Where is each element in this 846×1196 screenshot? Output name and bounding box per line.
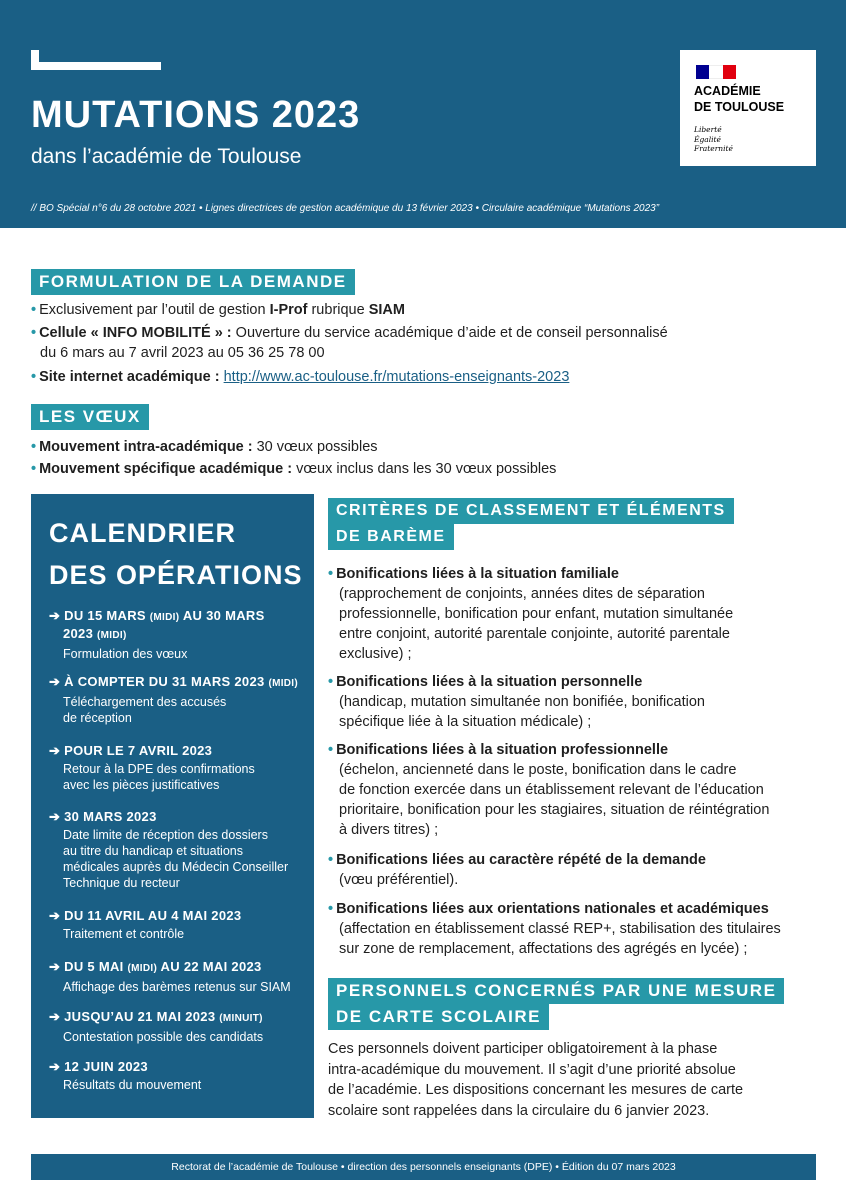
calendar-item: ➔ 30 MARS 2023 Date limite de réception des dossiers au titre du handicap et situations médicales auprès du Médecin Conseiller Technique du recteur — [49, 809, 289, 890]
calendar-item: ➔ DU 15 MARS (MIDI) AU 30 MARS 2023 (MIDI) Formulation des vœux — [49, 608, 265, 661]
list-item: • Mouvement spécifique académique : vœux inclus dans les 30 vœux possibles — [31, 461, 557, 477]
calendar-item: ➔ À COMPTER DU 31 MARS 2023 (MIDI) Téléchargement des accusés de réception — [49, 674, 299, 725]
calendar-title: CALENDRIER DES OPÉRATIONS — [49, 518, 303, 590]
logo-motto: Liberté Égalité Fraternité — [694, 125, 733, 153]
page-title: MUTATIONS 2023 — [31, 94, 361, 136]
arrow-right-icon: ➔ — [49, 743, 61, 758]
carte-paragraph: Ces personnels doivent participer obligatoirement à la phase intra-académique du mouvement. Il s’agit d’une priorité absolue de l’académie. Les dispositions concernant les mesures de carte scolaire sont rappelées dans la circulaire du 6 janvier 2023. — [328, 1041, 744, 1119]
criteria-item: • Bonifications liées au caractère répété de la demande (vœu préférentiel). — [328, 852, 706, 888]
header-banner — [0, 0, 846, 228]
section-title-carte-2: DE CARTE SCOLAIRE — [328, 1004, 549, 1030]
list-item: • Mouvement intra-académique : 30 vœux possibles — [31, 439, 378, 455]
decorative-corner-bar — [31, 50, 161, 70]
french-flag-icon — [696, 65, 736, 79]
criteria-item: • Bonifications liées aux orientations nationales et académiques (affectation en établissement classé REP+, stabilisation des titulaires sur zone de remplacement, affectations des agrégés en lycée) ; — [328, 901, 781, 957]
arrow-right-icon: ➔ — [49, 908, 61, 923]
legal-references: // BO Spécial n°6 du 28 octobre 2021 • Lignes directrices de gestion académique du 13 février 2023 • Circulaire académique “Mutations 2023” — [31, 203, 660, 214]
section-title-carte-1: PERSONNELS CONCERNÉS PAR UNE MESURE — [328, 978, 784, 1004]
list-item: • Site internet académique : http://www.ac-toulouse.fr/mutations-enseignants-2023 — [31, 369, 570, 385]
criteria-item: • Bonifications liées à la situation professionnelle (échelon, ancienneté dans le poste, bonification dans le cadre de fonction exercée dans un établissement relevant de l’éducation prioritaire, bonification pour les stagiaires, situation de réintégration à divers titres) ; — [328, 742, 770, 838]
list-item: • Exclusivement par l’outil de gestion I-Prof rubrique SIAM — [31, 302, 405, 318]
arrow-right-icon: ➔ — [49, 674, 61, 689]
calendar-panel — [31, 494, 314, 1118]
calendar-item: ➔ DU 5 MAI (MIDI) AU 22 MAI 2023 Affichage des barèmes retenus sur SIAM — [49, 959, 291, 994]
arrow-right-icon: ➔ — [49, 809, 61, 824]
section-title-criteres-1: CRITÈRES DE CLASSEMENT ET ÉLÉMENTS — [328, 498, 734, 524]
arrow-right-icon: ➔ — [49, 1009, 61, 1024]
criteria-item: • Bonifications liées à la situation personnelle (handicap, mutation simultanée non bonifiée, bonification spécifique liée à la situation médicale) ; — [328, 674, 705, 730]
website-link[interactable]: http://www.ac-toulouse.fr/mutations-enseignants-2023 — [223, 369, 570, 385]
section-title-criteres-2: DE BARÈME — [328, 524, 454, 550]
criteria-item: • Bonifications liées à la situation familiale (rapprochement de conjoints, années dites de séparation professionnelle, bonification pour enfant, mutation simultanée entre conjoint, autorité parentale conjointe, autorité parentale exclusive) ; — [328, 566, 734, 662]
footer: Rectorat de l’académie de Toulouse • direction des personnels enseignants (DPE) • Édition du 07 mars 2023 — [31, 1154, 816, 1180]
calendar-item: ➔ JUSQU’AU 21 MAI 2023 (MINUIT) Contestation possible des candidats — [49, 1009, 264, 1044]
list-item: • Cellule « INFO MOBILITÉ » : Ouverture du service académique d’aide et de conseil personnalisé — [31, 325, 668, 341]
section-title-formulation: FORMULATION DE LA DEMANDE — [31, 269, 355, 295]
arrow-right-icon: ➔ — [49, 608, 61, 623]
logo-text: ACADÉMIE DE TOULOUSE — [694, 84, 785, 114]
calendar-item: ➔ 12 JUIN 2023 Résultats du mouvement — [49, 1059, 202, 1092]
calendar-item: ➔ DU 11 AVRIL AU 4 MAI 2023 Traitement et contrôle — [49, 908, 242, 941]
page-subtitle: dans l’académie de Toulouse — [31, 145, 302, 168]
section-title-voeux: LES VŒUX — [31, 404, 149, 430]
arrow-right-icon: ➔ — [49, 959, 61, 974]
calendar-item: ➔ POUR LE 7 AVRIL 2023 Retour à la DPE des confirmations avec les pièces justificatives — [49, 743, 255, 792]
arrow-right-icon: ➔ — [49, 1059, 61, 1074]
academie-logo — [680, 50, 816, 166]
list-item-continuation: du 6 mars au 7 avril 2023 au 05 36 25 78 00 — [40, 345, 325, 361]
